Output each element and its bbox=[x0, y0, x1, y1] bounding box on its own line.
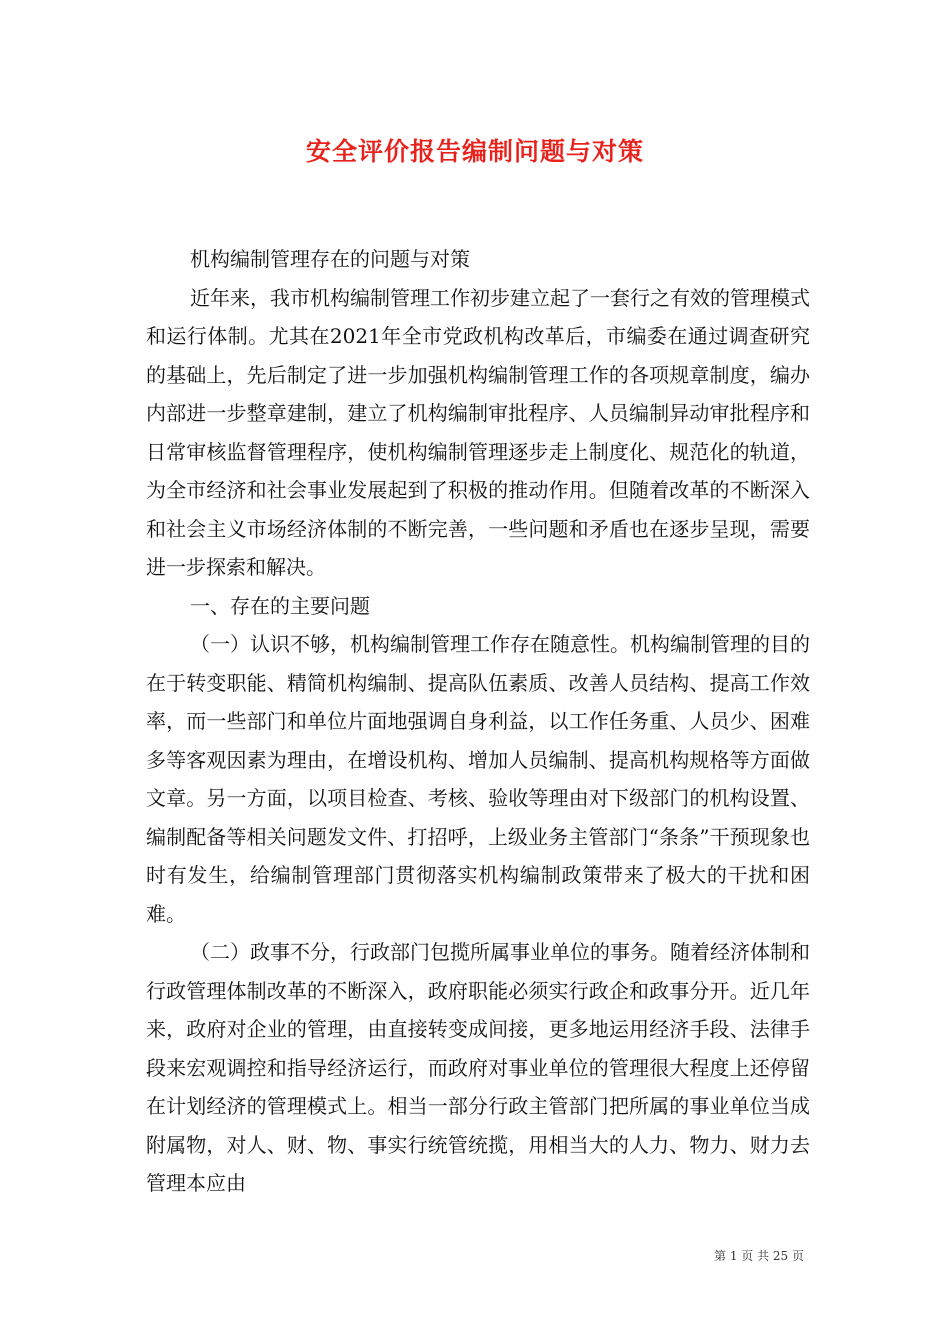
document-title: 安全评价报告编制问题与对策 bbox=[305, 137, 644, 166]
paragraph-problem-2: （二）政事不分，行政部门包揽所属事业单位的事务。随着经济体制和行政管理体制改革的不断深入，政府职能必须实行政企和政事分开。近几年来，政府对企业的管理，由直接转变成间接，更多地运用经济手段、法律手段来宏观调控和指导经济运行，而政府对事业单位的管理很大程度上还停留在计划经济的管理模式上。相当一部分行政主管部门把所属的事业单位当成附属物，对人、财、物、事实行统管统揽，用相当大的人力、物力、财力去管理本应由 bbox=[146, 940, 810, 1195]
page-number-footer: 第 1 页 共 25 页 bbox=[714, 1249, 804, 1263]
paragraph-problem-1: （一）认识不够，机构编制管理工作存在随意性。机构编制管理的目的在于转变职能、精简机构编制、提高队伍素质、改善人员结构、提高工作效率，而一些部门和单位片面地强调自身利益，以工作任务重、人员少、困难多等客观因素为理由，在增设机构、增加人员编制、提高机构规格等方面做文章。另一方面，以项目检查、考核、验收等理由对下级部门的机构设置、编制配备等相关问题发文件、打招呼，上级业务主管部门“条条”干预现象也时有发生，给编制管理部门贯彻落实机构编制政策带来了极大的干扰和困难。 bbox=[146, 632, 810, 926]
section-heading: 机构编制管理存在的问题与对策 bbox=[190, 247, 470, 271]
section-heading-problems: 一、存在的主要问题 bbox=[190, 593, 370, 618]
document-body bbox=[146, 240, 810, 1203]
paragraph-intro: 近年来，我市机构编制管理工作初步建立起了一套行之有效的管理模式和运行体制。尤其在2021年全市党政机构改革后，市编委在通过调查研究的基础上，先后制定了进一步加强机构编制管理工作的各项规章制度，编办内部进一步整章建制，建立了机构编制审批程序、人员编制异动审批程序和日常审核监督管理程序，使机构编制管理逐步走上制度化、规范化的轨道，为全市经济和社会事业发展起到了积极的推动作用。但随着改革的不断深入和社会主义市场经济体制的不断完善，一些问题和矛盾也在逐步呈现，需要进一步探索和解决。 bbox=[146, 285, 810, 579]
